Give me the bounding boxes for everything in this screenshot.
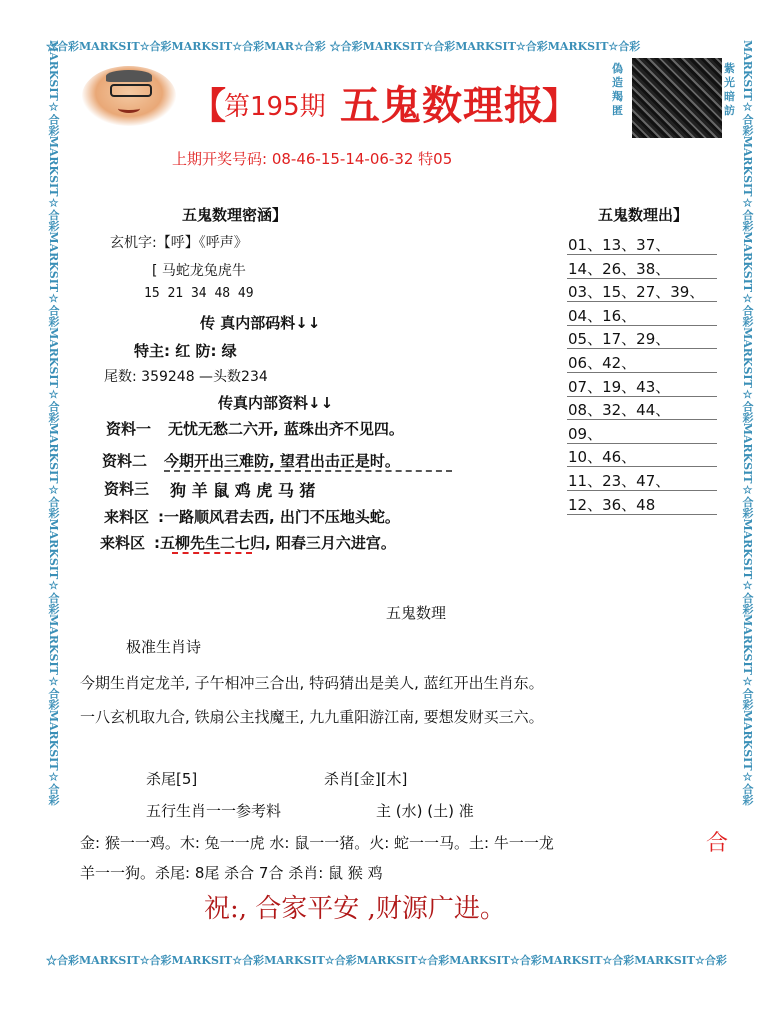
- number-row-underline: [567, 396, 717, 397]
- ziliao2-underline: [164, 470, 452, 472]
- chuanzhen-line-1: 传 真内部码料↓↓: [200, 314, 321, 332]
- right-border-watermark: MARKSIT☆合彩MARKSIT☆合彩MARKSIT☆合彩MARKSIT☆合彩MARKSIT☆合彩MARKSIT☆合彩MARKSIT☆合彩MARKSIT☆合彩: [741, 40, 754, 806]
- numbers-line: 15 21 34 48 49: [144, 286, 254, 301]
- title-bracket-close: 】: [542, 86, 579, 127]
- number-row: 14、26、38、: [568, 259, 671, 278]
- tezhu-line: 特主: 红 防: 绿: [134, 342, 237, 360]
- page-title: 五鬼数理报: [340, 82, 545, 129]
- number-row: 04、16、: [568, 306, 637, 325]
- issue-number: 第195期: [224, 92, 326, 122]
- number-row-underline: [567, 419, 717, 420]
- number-row: 07、19、43、: [568, 377, 671, 396]
- blessing-line: 祝:, 合家平安 ,财源广进。: [204, 894, 506, 924]
- stamp-character: 合: [706, 831, 729, 856]
- ziliao1-text: 无忧无愁二六开, 蓝珠出齐不见四。: [168, 420, 404, 438]
- number-row-underline: [567, 372, 717, 373]
- portrait-avatar: [82, 66, 176, 126]
- number-row-underline: [567, 348, 717, 349]
- left-heading: 五鬼数理密涵】: [182, 206, 288, 224]
- number-row-underline: [567, 325, 717, 326]
- laiiao2-label: 来料区: [100, 534, 146, 552]
- poem-title: 极准生肖诗: [126, 638, 202, 656]
- number-row-underline: [567, 443, 717, 444]
- ziliao2-text: 今期开出三难防, 望君出击正是时。: [164, 452, 400, 470]
- right-tag: 紫光暗訪: [724, 62, 735, 117]
- section-title: 五鬼数理: [386, 604, 447, 622]
- zodiac-line: [ 马蛇龙兔虎牛: [152, 263, 246, 279]
- qr-code-image: [632, 58, 722, 138]
- number-row-underline: [567, 514, 717, 515]
- xuanji-line: 玄机字:【呼】《呼声》: [110, 235, 248, 251]
- number-row: 06、42、: [568, 354, 637, 372]
- left-border-watermark: MARKSIT☆合彩MARKSIT☆合彩MARKSIT☆合彩MARKSIT☆合彩MARKSIT☆合彩MARKSIT☆合彩MARKSIT☆合彩MARKSIT☆合彩: [47, 40, 60, 806]
- wuxing-line: 金: 猴一一鸡。木: 兔一一虎 水: 鼠一一猪。火: 蛇一一马。土: 牛一一龙: [80, 834, 554, 852]
- poem-line-2: 一八玄机取九合, 铁扇公主找魔王, 九九重阳游江南, 要想发财买三六。: [80, 708, 544, 726]
- number-row-underline: [567, 301, 717, 302]
- zhu-label: 主 (水) (土) 准: [376, 802, 474, 820]
- number-row: 12、36、48: [568, 495, 656, 514]
- laiiao2-underline: [172, 552, 252, 554]
- number-row-underline: [567, 466, 717, 467]
- number-row: 05、17、29、: [568, 330, 671, 349]
- number-row: 03、15、27、39、: [568, 283, 705, 302]
- number-row: 08、32、44、: [568, 401, 671, 420]
- weishu-line: 尾数: 359248 —头数234: [104, 369, 268, 385]
- summary-line: 羊一一狗。杀尾: 8尾 杀合 7合 杀肖: 鼠 猴 鸡: [80, 864, 383, 882]
- ziliao3-text: 狗 羊 鼠 鸡 虎 马 猪: [170, 481, 316, 500]
- ziliao2-label: 资料二: [102, 452, 148, 470]
- chuanzhen-line-2: 传真内部资料↓↓: [218, 394, 334, 412]
- shawei-label: 杀尾[5]: [146, 770, 198, 788]
- laiiao1-text: :一路顺风君去西, 出门不压地头蛇。: [158, 508, 400, 526]
- laiiao1-label: 来料区: [104, 508, 150, 526]
- right-heading: 五鬼数理出】: [598, 206, 689, 224]
- number-row-underline: [567, 490, 717, 491]
- ziliao3-label: 资料三: [104, 480, 150, 498]
- number-row-underline: [567, 254, 717, 255]
- wuxing-label: 五行生肖一一参考料: [146, 802, 282, 820]
- ziliao1-label: 资料一: [106, 420, 152, 438]
- laiiao2-text: :五柳先生二七归, 阳春三月六进宫。: [154, 534, 396, 552]
- last-draw-numbers: 上期开奖号码: 08-46-15-14-06-32 特05: [172, 150, 453, 168]
- top-border-watermark: ☆合彩MARKSIT☆合彩MARKSIT☆合彩MAR☆合彩 ☆合彩MARKSIT☆合彩MARKSIT☆合彩MARKSIT☆合彩: [46, 40, 641, 53]
- number-row: 09、: [568, 424, 603, 443]
- number-row: 10、46、: [568, 448, 637, 467]
- left-tag: 偽造羯匿: [612, 62, 623, 117]
- number-row: 01、13、37、: [568, 236, 671, 254]
- title-bracket-open: 【: [190, 86, 227, 127]
- number-row-underline: [567, 278, 717, 279]
- number-row: 11、23、47、: [568, 472, 671, 490]
- bottom-border-watermark: ☆合彩MARKSIT☆合彩MARKSIT☆合彩MARKSIT☆合彩MARKSIT☆合彩MARKSIT☆合彩MARKSIT☆合彩MARKSIT☆合彩: [46, 954, 727, 967]
- poem-line-1: 今期生肖定龙羊, 子午相冲三合出, 特码猜出是美人, 蓝红开出生肖东。: [80, 674, 544, 692]
- shaxiao-label: 杀肖[金][木]: [324, 770, 408, 788]
